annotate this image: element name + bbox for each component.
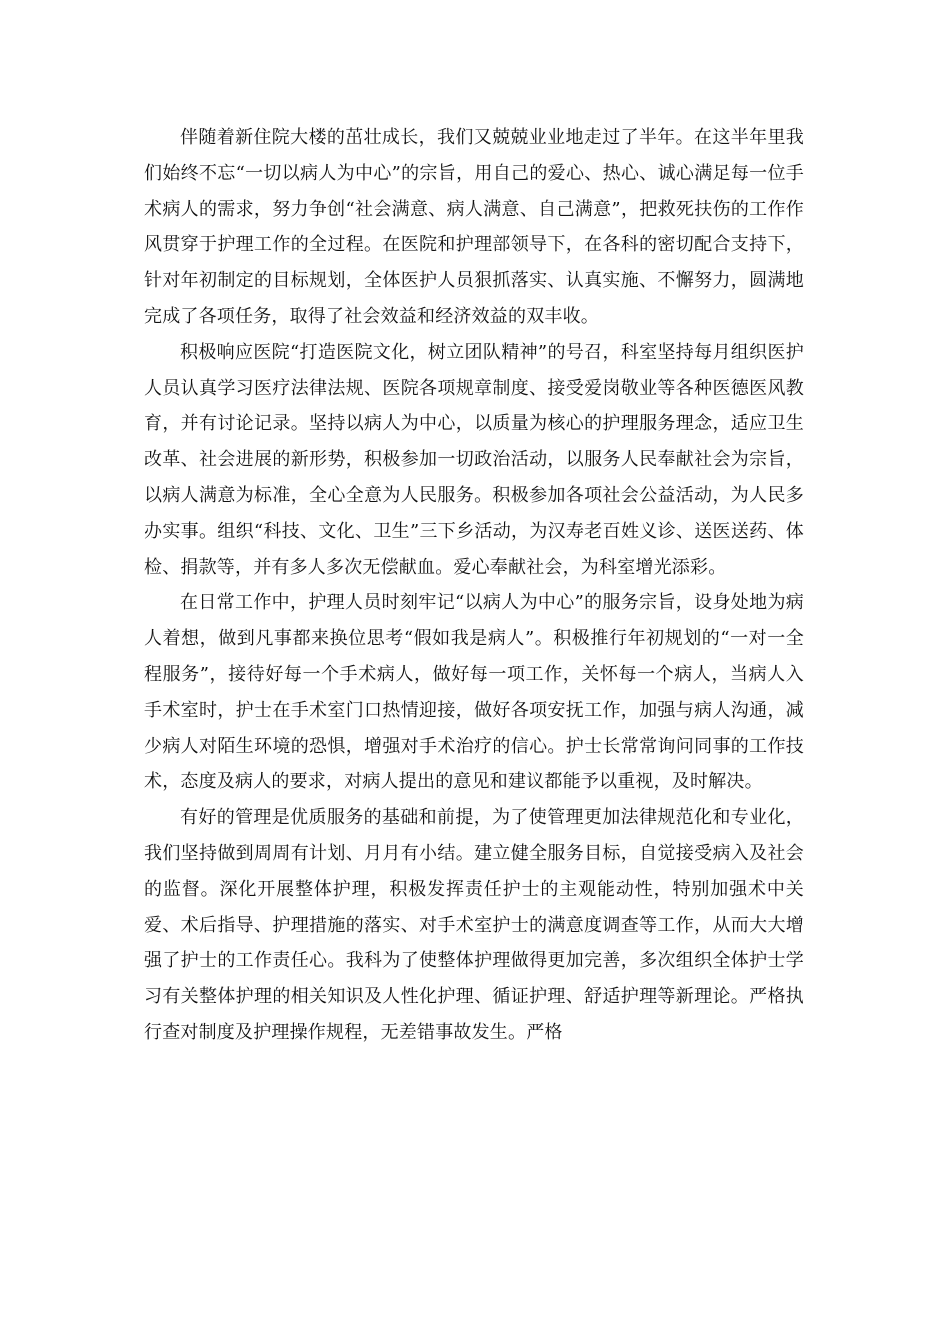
paragraph-4: 有好的管理是优质服务的基础和前提，为了使管理更加法律规范化和专业化，我们坚持做到周周有计划、月月有小结。建立健全服务目标，自觉接受病入及社会的监督。深化开展整体护理，积极发挥责任护士的主观能动性，特别加强术中关爱、术后指导、护理措施的落实、对手术室护士的满意度调查等工作，从而大大增强了护士的工作责任心。我科为了使整体护理做得更加完善，多次组织全体护士学习有关整体护理的相关知识及人性化护理、循证护理、舒适护理等新理论。严格执行查对制度及护理操作规程，无差错事故发生。严格 [144,807,804,1043]
paragraph-3: 在日常工作中，护理人员时刻牢记“以病人为中心”的服务宗旨，设身处地为病人着想，做到凡事都来换位思考“假如我是病人”。积极推行年初规划的“一对一全程服务”，接待好每一个手术病人，做好每一项工作，关怀每一个病人，当病人入手术室时，护士在手术室门口热情迎接，做好各项安抚工作，加强与病人沟通，减少病人对陌生环境的恐惧，增强对手术治疗的信心。护士长常常询问同事的工作技术，态度及病人的要求，对病人提出的意见和建议都能予以重视，及时解决。 [144,592,804,793]
document-body [144,120,804,1051]
paragraph-2: 积极响应医院“打造医院文化，树立团队精神”的号召，科室坚持每月组织医护人员认真学习医疗法律法规、医院各项规章制度、接受爱岗敬业等各种医德医风教育，并有讨论记录。坚持以病人为中心，以质量为核心的护理服务理念，适应卫生改革、社会进展的新形势，积极参加一切政治活动，以服务人民奉献社会为宗旨，以病人满意为标准，全心全意为人民服务。积极参加各项社会公益活动，为人民多办实事。组织“科技、文化、卫生”三下乡活动，为汉寿老百姓义诊、送医送药、体检、捐款等，并有多人多次无偿献血。爱心奉献社会，为科室增光添彩。 [144,341,804,578]
paragraph-1: 伴随着新住院大楼的茁壮成长，我们又兢兢业业地走过了半年。在这半年里我们始终不忘“一切以病人为中心”的宗旨，用自己的爱心、热心、诚心满足每一位手术病人的需求，努力争创“社会满意、病人满意、自己满意”，把救死扶伤的工作作风贯穿于护理工作的全过程。在医院和护理部领导下，在各科的密切配合支持下，针对年初制定的目标规划，全体医护人员狠抓落实、认真实施、不懈努力，圆满地完成了各项任务，取得了社会效益和经济效益的双丰收。 [144,127,804,327]
